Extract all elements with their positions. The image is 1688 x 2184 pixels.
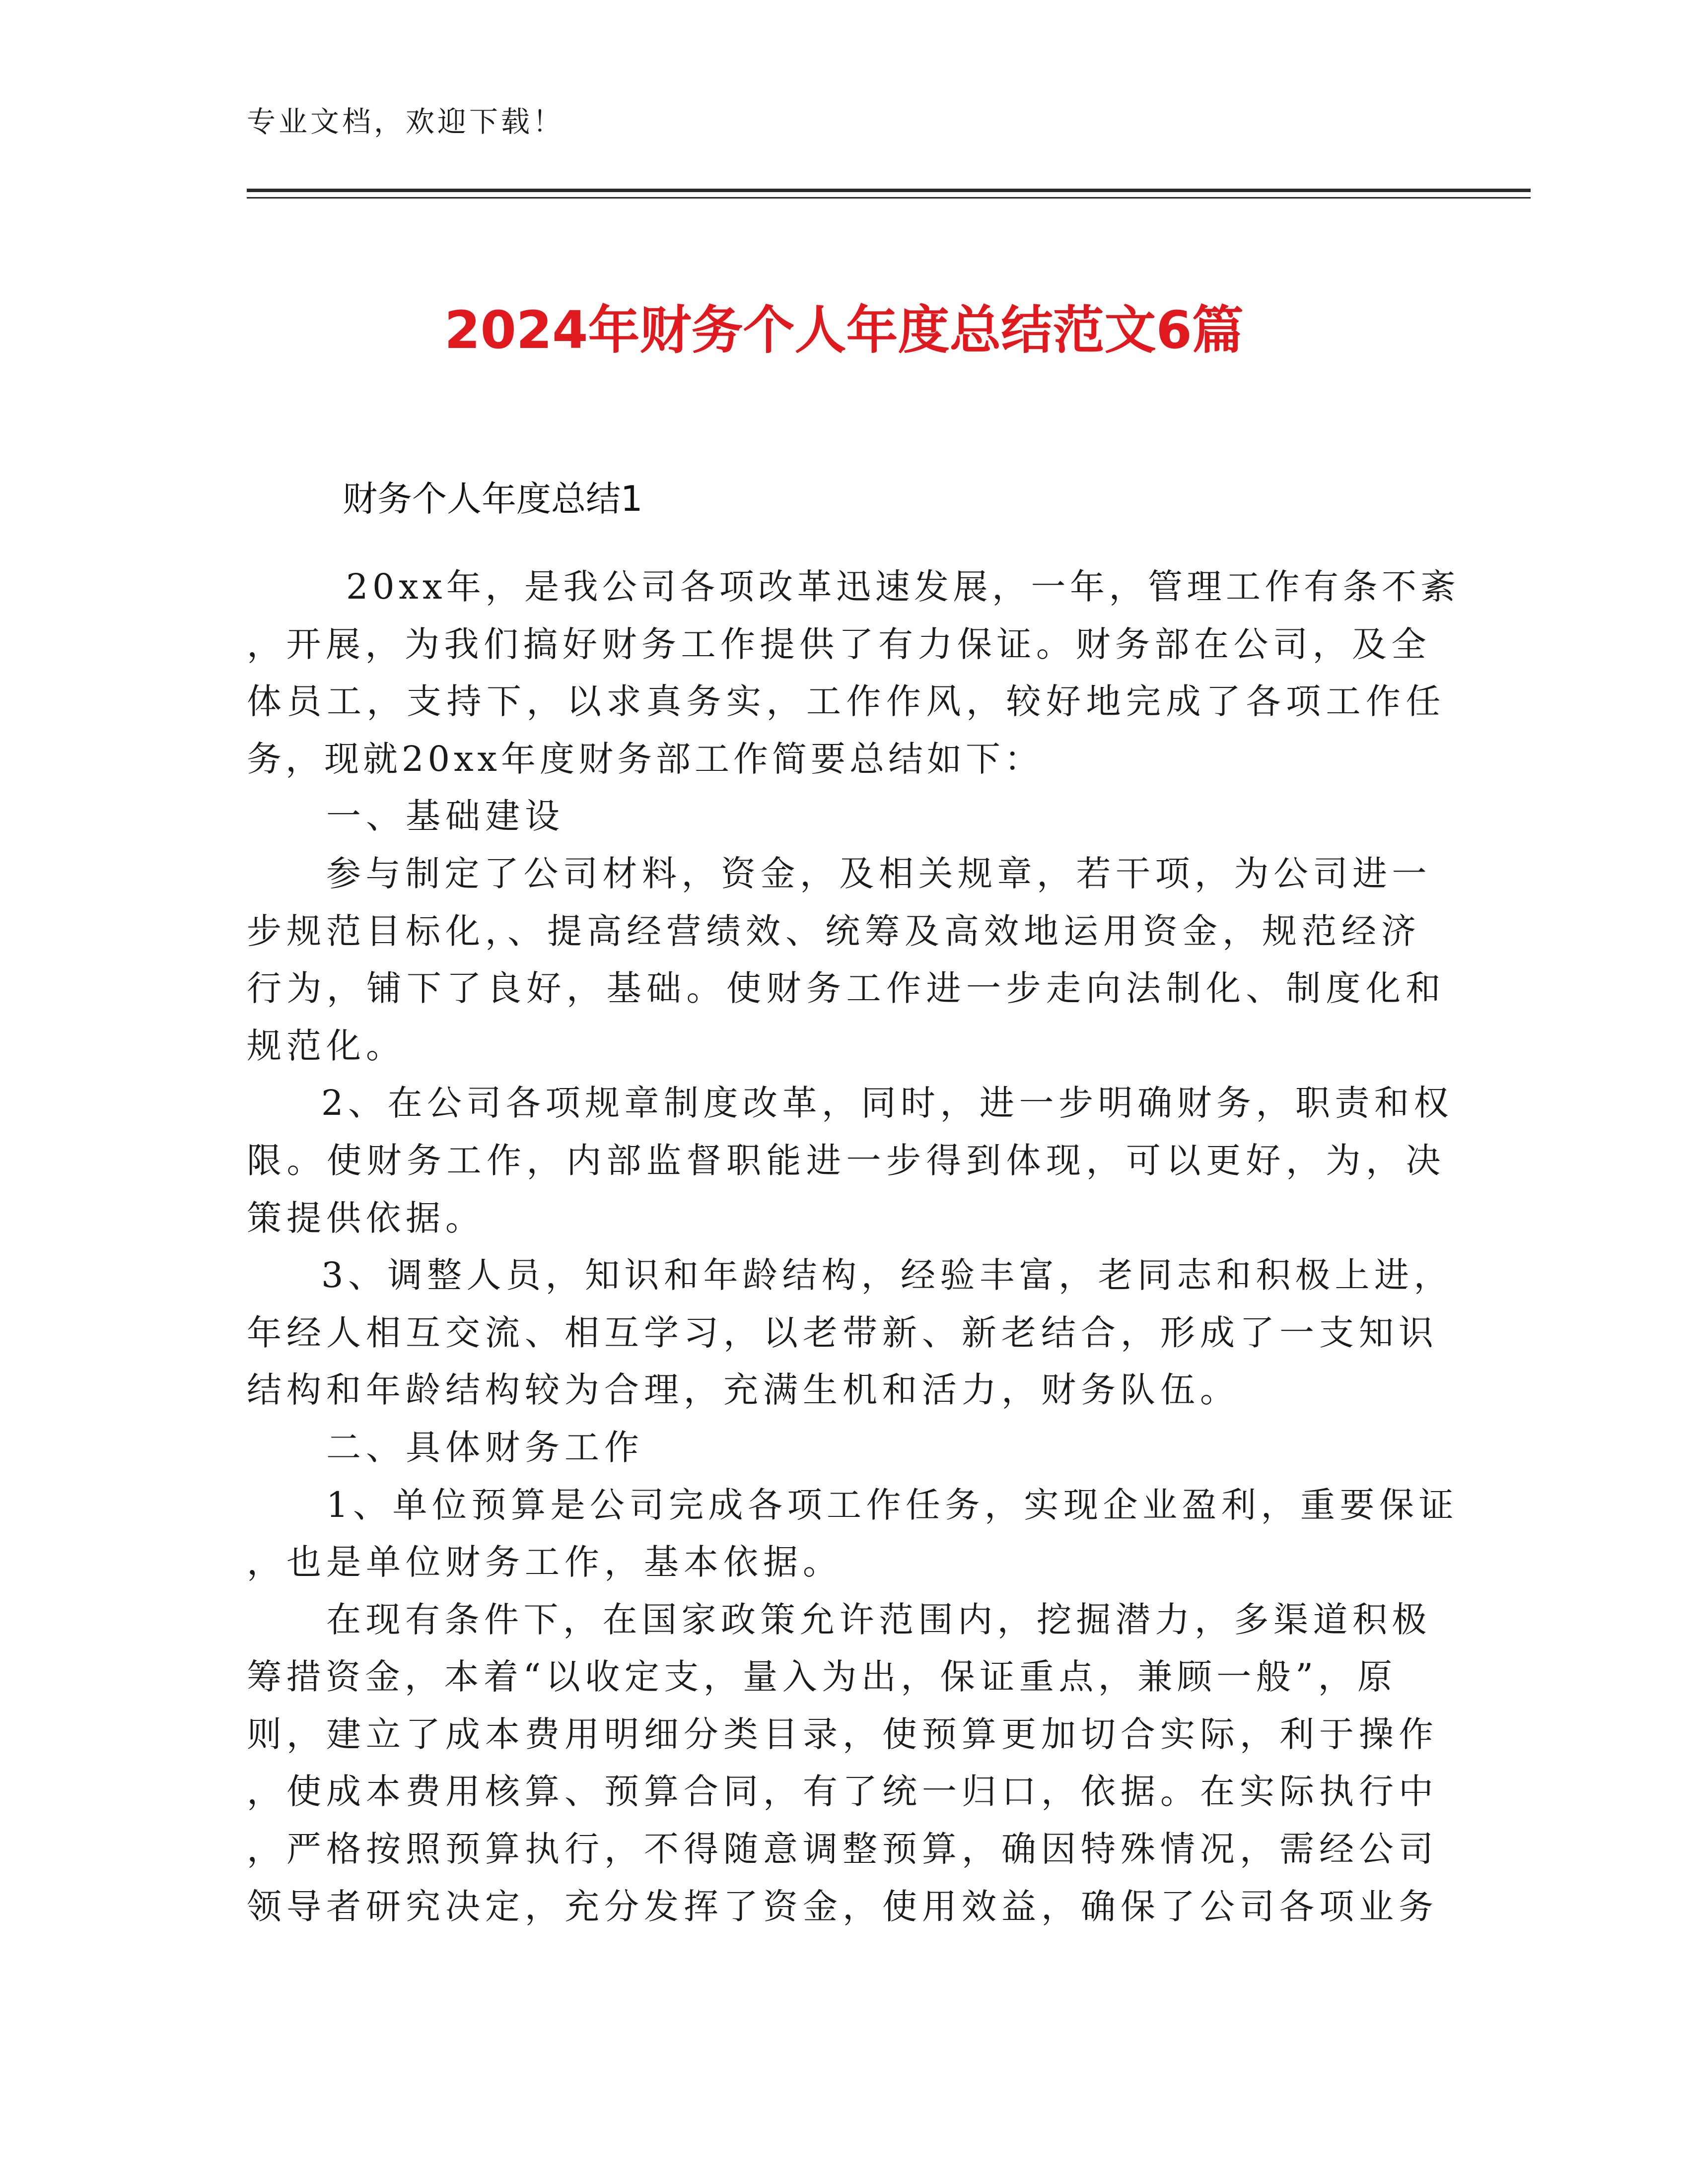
body-line: ，也是单位财务工作，基本依据。	[247, 1542, 843, 1583]
body-line: 务，现就20xx年度财务部工作简要总结如下：	[247, 738, 1044, 779]
body-line: ，开展，为我们搞好财务工作提供了有力保证。财务部在公司，及全	[247, 623, 1431, 665]
body-line: 3、调整人员，知识和年龄结构，经验丰富，老同志和积极上进，	[321, 1255, 1454, 1296]
body-line: 结构和年龄结构较为合理，充满生机和活力，财务队伍。	[247, 1369, 1240, 1411]
body-line: 2、在公司各项规章制度改革，同时，进一步明确财务，职责和权	[321, 1083, 1454, 1124]
body-line: 一、基础建设	[326, 796, 564, 837]
body-line: 行为，铺下了良好，基础。使财务工作进一步走向法制化、制度化和	[247, 968, 1446, 1009]
body-line: ，使成本费用核算、预算合同，有了统一归口，依据。在实际执行中	[247, 1771, 1438, 1812]
body-line: 领导者研究决定，充分发挥了资金，使用效益，确保了公司各项业务	[247, 1886, 1438, 1927]
body-line: 参与制定了公司材料，资金，及相关规章，若干项，为公司进一	[326, 853, 1431, 894]
body-line: 限。使财务工作，内部监督职能进一步得到体现，可以更好，为，决	[247, 1140, 1446, 1181]
body-line: 体员工，支持下，以求真务实，工作作风，较好地完成了各项工作任	[247, 681, 1446, 722]
body-line: 则，建立了成本费用明细分类目录，使预算更加切合实际，利于操作	[247, 1713, 1438, 1755]
body-line: 策提供依据。	[247, 1197, 485, 1238]
body-line: ，严格按照预算执行，不得随意调整预算，确因特殊情况，需经公司	[247, 1829, 1438, 1870]
body-line: 步规范目标化，、提高经营绩效、统筹及高效地运用资金，规范经济	[247, 910, 1421, 952]
body-line: 1、单位预算是公司完成各项工作任务，实现企业盈利，重要保证	[326, 1484, 1459, 1525]
body-line: 20xx年，是我公司各项改革迅速发展，一年，管理工作有条不紊	[346, 566, 1460, 607]
header-rule-thin	[247, 197, 1531, 199]
body-line: 在现有条件下，在国家政策允许范围内，挖掘潜力，多渠道积极	[326, 1599, 1431, 1640]
document-title: 2024年财务个人年度总结范文6篇	[444, 300, 1244, 360]
header-rule-thick	[247, 189, 1531, 192]
body-line: 二、具体财务工作	[326, 1427, 644, 1468]
section-title: 财务个人年度总结1	[343, 478, 643, 519]
body-text	[247, 558, 1460, 1935]
page-header-text: 专业文档，欢迎下载！	[247, 105, 565, 138]
body-line: 筹措资金，本着“以收定支，量入为出，保证重点，兼顾一般”，原	[247, 1656, 1397, 1698]
body-line: 年经人相互交流、相互学习，以老带新、新老结合，形成了一支知识	[247, 1312, 1438, 1353]
body-line: 规范化。	[247, 1025, 406, 1066]
